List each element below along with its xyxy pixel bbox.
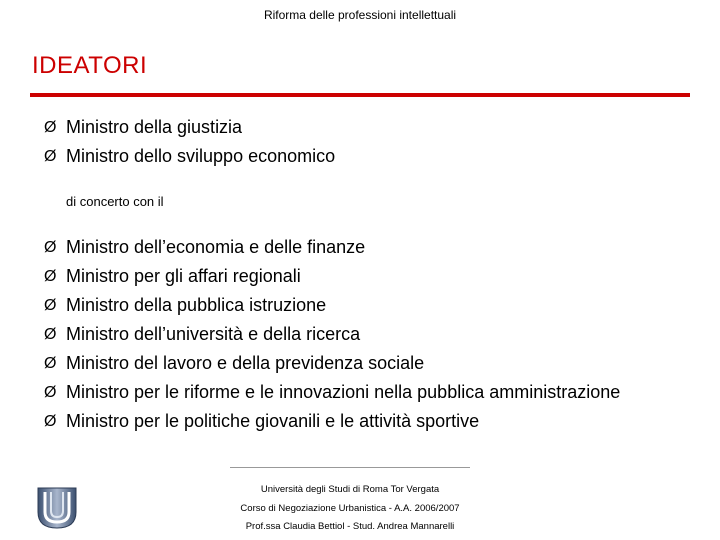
list-item-text: Ministro della giustizia <box>66 117 243 137</box>
arrow-bullet-icon: Ø <box>44 297 57 314</box>
list-item-text: Ministro dell’università e della ricerca <box>66 324 361 344</box>
arrow-bullet-icon: Ø <box>44 239 57 256</box>
footer-divider <box>230 467 470 468</box>
list-item <box>44 378 620 407</box>
list-item <box>44 113 335 142</box>
arrow-bullet-icon: Ø <box>44 148 57 165</box>
bullet-list-primary <box>44 113 335 171</box>
list-item-text: Ministro della pubblica istruzione <box>66 295 327 315</box>
list-item <box>44 349 620 378</box>
list-item <box>44 291 620 320</box>
footer-university: Università degli Studi di Roma Tor Vergata <box>260 484 440 495</box>
university-logo-icon <box>36 486 78 530</box>
list-item-text: Ministro per le politiche giovanili e le attività sportive <box>66 411 480 431</box>
list-item-text: Ministro dell’economia e delle finanze <box>66 237 366 257</box>
list-item <box>44 262 620 291</box>
list-item <box>44 142 335 171</box>
arrow-bullet-icon: Ø <box>44 326 57 343</box>
title-divider <box>30 93 690 97</box>
footer-course: Corso di Negoziazione Urbanistica - A.A. 2006/2007 <box>240 503 460 514</box>
list-item-text: Ministro del lavoro e della previdenza sociale <box>66 353 425 373</box>
arrow-bullet-icon: Ø <box>44 119 57 136</box>
list-item <box>44 407 620 436</box>
slide-title: IDEATORI <box>32 52 148 79</box>
list-item-text: Ministro per le riforme e le innovazioni nella pubblica amministrazione <box>66 382 621 402</box>
bullet-list-secondary <box>44 233 620 436</box>
list-item-text: Ministro dello sviluppo economico <box>66 146 336 166</box>
concert-note: di concerto con il <box>66 194 164 209</box>
slide-header: Riforma delle professioni intellettuali <box>263 8 457 22</box>
list-item-text: Ministro per gli affari regionali <box>66 266 301 286</box>
list-item <box>44 320 620 349</box>
arrow-bullet-icon: Ø <box>44 413 57 430</box>
arrow-bullet-icon: Ø <box>44 268 57 285</box>
arrow-bullet-icon: Ø <box>44 384 57 401</box>
arrow-bullet-icon: Ø <box>44 355 57 372</box>
list-item <box>44 233 620 262</box>
footer-authors: Prof.ssa Claudia Bettiol - Stud. Andrea Mannarelli <box>245 521 455 532</box>
